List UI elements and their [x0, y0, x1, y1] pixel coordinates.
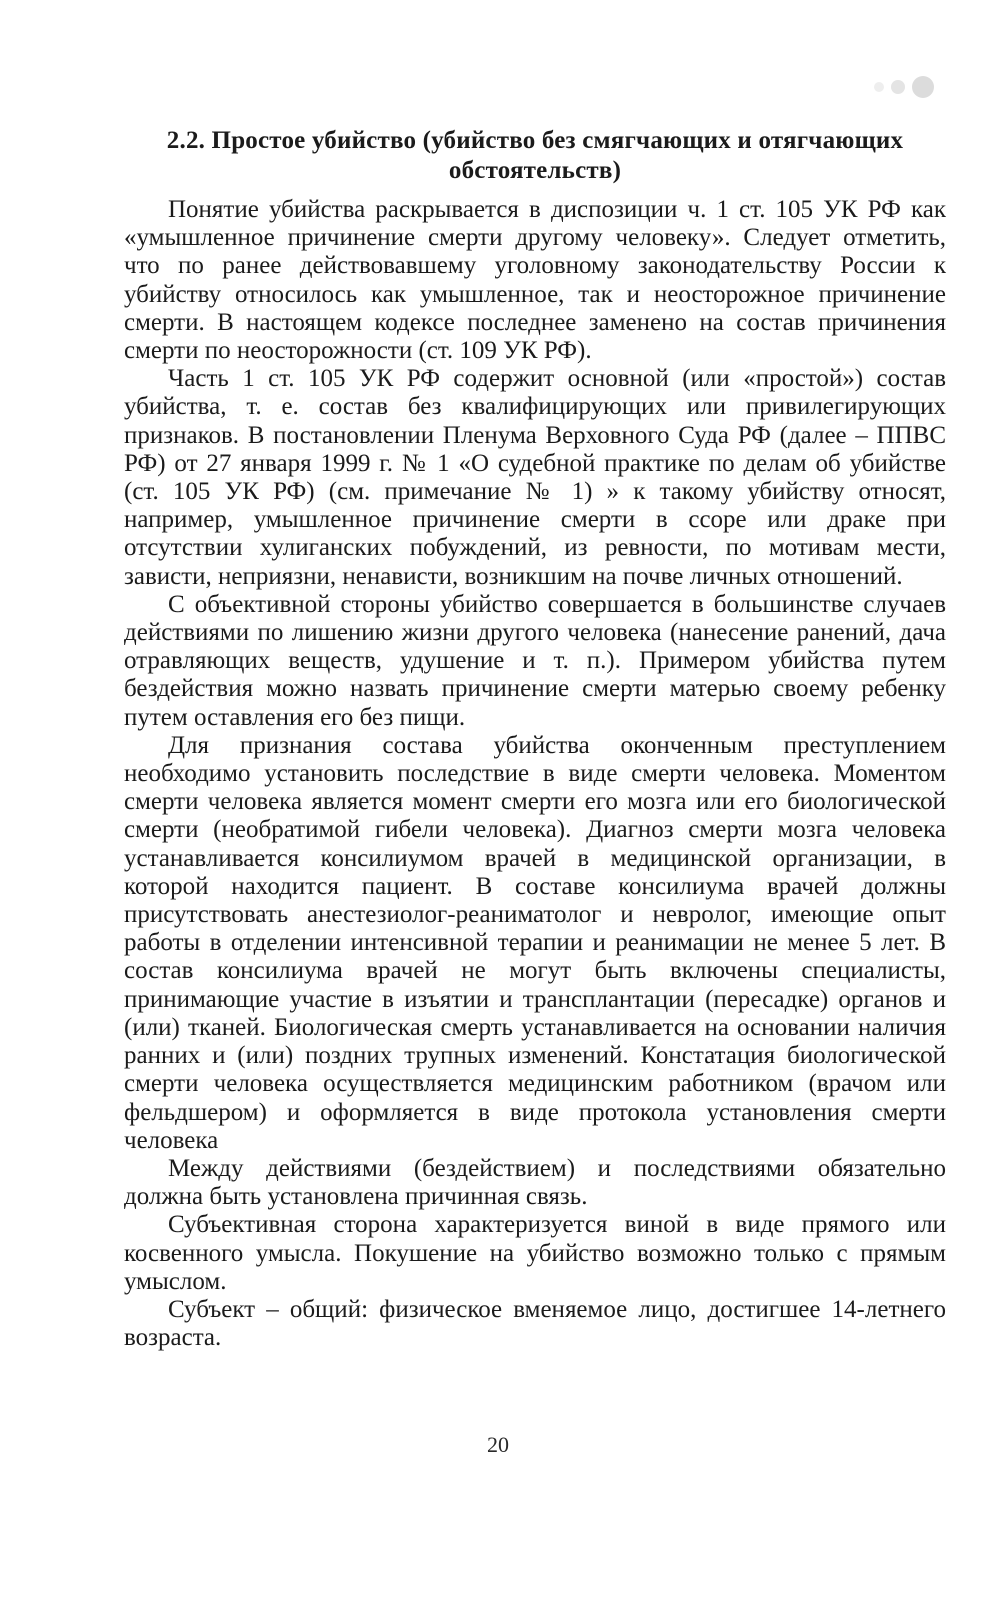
section-heading: 2.2. Простое убийство (убийство без смягчающих и отягчающих обстоятельств)	[166, 127, 904, 184]
paragraph: Между действиями (бездействием) и последствиями обязательно должна быть установлена причинная связь.	[124, 1154, 946, 1211]
scan-dot	[891, 80, 905, 94]
scan-artifact-dots	[874, 76, 934, 98]
body-text	[124, 196, 946, 1352]
scan-dot	[874, 82, 884, 92]
paragraph: Субъект – общий: физическое вменяемое лицо, достигшее 14-летнего возраста.	[124, 1295, 946, 1352]
paragraph: С объективной стороны убийство совершается в большинстве случаев действиями по лишению жизни другого человека (нанесение ранений, дача отравляющих веществ, удушение и т. п.). Примером убийства путем бездействия можно назвать причинение смерти матерью своему ребенку путем оставления его без пищи.	[124, 590, 946, 731]
page-number: 20	[487, 1432, 509, 1457]
paragraph: Субъективная сторона характеризуется виной в виде прямого или косвенного умысла. Покушение на убийство возможно только с прямым умыслом.	[124, 1211, 946, 1295]
paragraph: Для признания состава убийства оконченным преступлением необходимо установить последствие в виде смерти человека. Моментом смерти человека является момент смерти его мозга или его биологической смерти (необратимой гибели человека). Диагноз смерти мозга человека устанавливается консилиумом врачей в медицинской организации, в которой находится пациент. В составе консилиума врачей должны присутствовать анестезиолог-реаниматолог и невролог, имеющие опыт работы в отделении интенсивной терапии и реанимации не менее 5 лет. В состав консилиума врачей не могут быть включены специалисты, принимающие участие в изъятии и трансплантации (пересадке) органов и (или) тканей. Биологическая смерть устанавливается на основании наличия ранних и (или) поздних трупных изменений. Констатация биологической смерти человека осуществляется медицинским работником (врачом или фельдшером) и оформляется в виде протокола установления смерти человека	[124, 731, 946, 1154]
paragraph: Часть 1 ст. 105 УК РФ содержит основной (или «простой») состав убийства, т. е. состав без квалифицирующих или привилегирующих признаков. В постановлении Пленума Верховного Суда РФ (далее – ППВС РФ) от 27 января 1999 г. № 1 «О судебной практике по делам об убийстве (ст. 105 УК РФ) (см. примечание № 1) » к такому убийству относят, например, умышленное причинение смерти в ссоре или драке при отсутствии хулиганских побуждений, из ревности, по мотивам мести, зависти, неприязни, ненависти, возникшим на почве личных отношений.	[124, 365, 946, 590]
paragraph: Понятие убийства раскрывается в диспозиции ч. 1 ст. 105 УК РФ как «умышленное причинение смерти другому человеку». Следует отметить, что по ранее действовавшему уголовному законодательству России к убийству относилось как умышленное, так и неосторожное причинение смерти. В настоящем кодексе последнее заменено на состав причинения смерти по неосторожности (ст. 109 УК РФ).	[124, 196, 946, 365]
scan-dot	[912, 76, 934, 98]
